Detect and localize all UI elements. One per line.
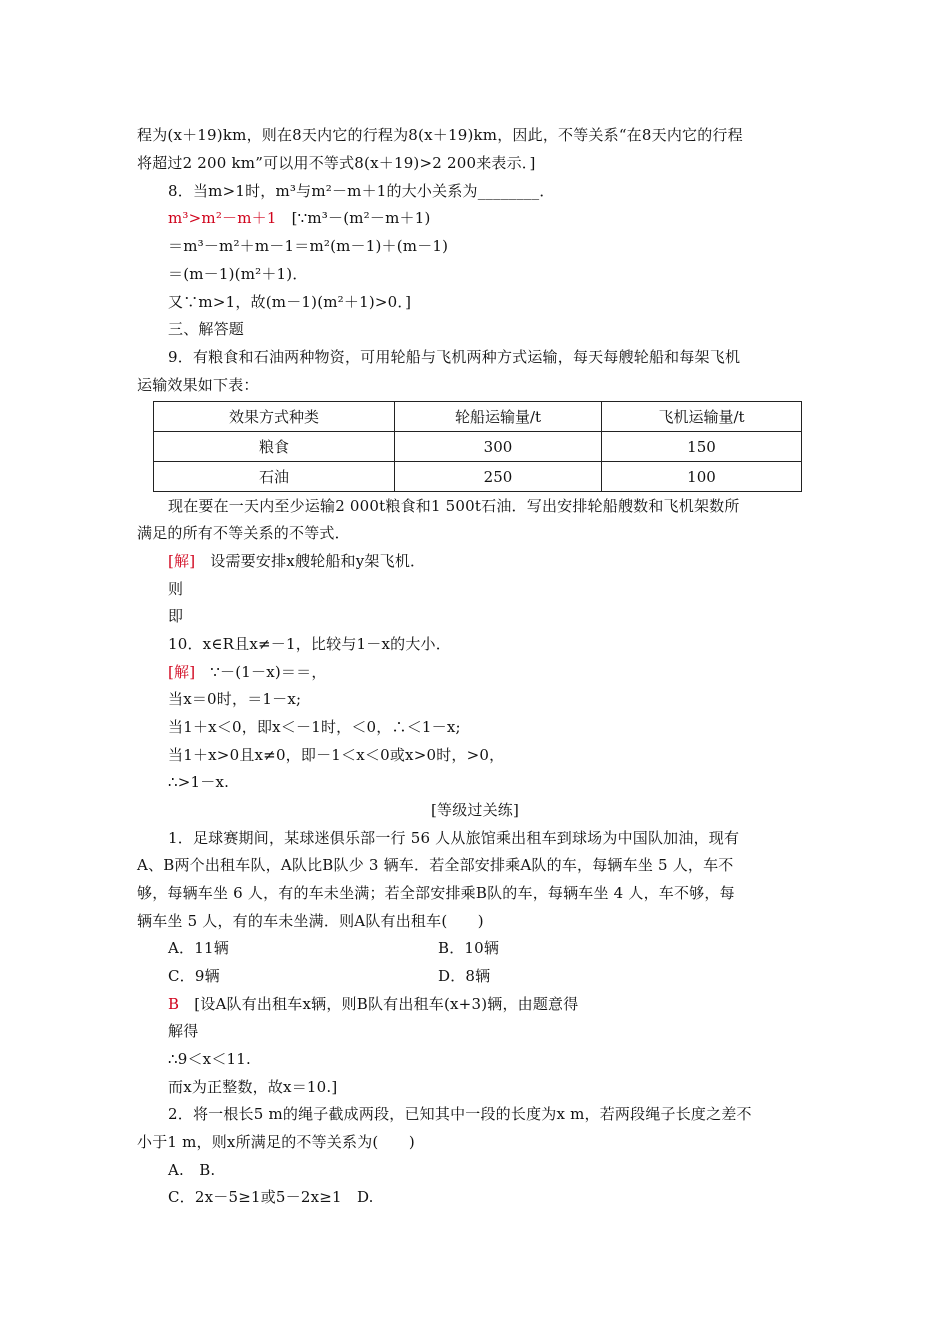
text-line: ＝m³－m²＋m－1＝m²(m－1)＋(m－1): [168, 237, 449, 255]
answer-line: [168, 208, 431, 228]
text-line: 辆车坐 5 人，有的车未坐满．则A队有出租车( ): [137, 912, 484, 930]
solution-line: [168, 551, 425, 571]
table-header: 飞机运输量/t: [602, 402, 802, 432]
question-9: 9．有粮食和石油两种物资，可用轮船与飞机两种方式运输，每天每艘轮船和每架飞机: [168, 348, 741, 366]
table-header: 轮船运输量/t: [395, 402, 602, 432]
text-line: 够，每辆车坐 6 人，有的车未坐满；若全部安排乘B队的车，每辆车坐 4 人，车不够，每: [137, 884, 735, 902]
question-8: 8．当m>1时，m³与m²－m＋1的大小关系为________．: [168, 182, 555, 200]
text-line: ∴9＜x＜11.: [168, 1050, 252, 1068]
table-header: 效果方式种类: [154, 402, 395, 432]
question-1: 1．足球赛期间，某球迷俱乐部一行 56 人从旅馆乘出租车到球场为中国队加油，现有: [168, 829, 740, 847]
solution-tag: [解]: [168, 663, 196, 681]
solution-text: ∵－(1－x)＝＝，: [210, 663, 327, 681]
text-line: 当x＝0时，＝1－x;: [168, 690, 302, 708]
text-line: 当1＋x>0且x≠0，即－1＜x＜0或x>0时，>0，: [168, 746, 505, 764]
table-cell: 粮食: [154, 432, 395, 462]
solution-line: [168, 662, 327, 682]
text-line: 当1＋x＜0，即x＜－1时，＜0，∴＜1－x;: [168, 718, 461, 736]
text-line: 程为(x＋19)km，则在8天内它的行程为8(x＋19)km，因此，不等关系“在8天内它的行程: [137, 126, 743, 144]
choices-cd: C．2x－5≥1或5－2x≥1 D.: [168, 1188, 374, 1206]
answer-line: [168, 994, 578, 1014]
text-line: 而x为正整数，故x＝10.]: [168, 1078, 338, 1096]
solution-text: [设A队有出租车x辆，则B队有出租车(x+3)辆，由题意得: [194, 995, 579, 1013]
question-2: 2．将一根长5 m的绳子截成两段，已知其中一段的长度为x m，若两段绳子长度之差不: [168, 1105, 752, 1123]
choice-d: D．8辆: [438, 967, 491, 985]
table-row: [154, 432, 802, 462]
answer-key: m³>m²－m＋1: [168, 209, 277, 227]
table-cell: 300: [395, 432, 602, 462]
section-heading: [等级过关练]: [430, 801, 520, 819]
text-line: 小于1 m，则x所满足的不等关系为( ): [137, 1133, 415, 1151]
choice-a: A．11辆: [168, 939, 229, 957]
table-cell: 250: [395, 462, 602, 492]
text-line: 则: [168, 580, 184, 598]
choice-b: B．10辆: [438, 939, 500, 957]
table-cell: 100: [602, 462, 802, 492]
text-line: 即: [168, 607, 184, 625]
table-cell: 150: [602, 432, 802, 462]
table-cell: 石油: [154, 462, 395, 492]
table-row: [154, 462, 802, 492]
text-line: A、B两个出租车队，A队比B队少 3 辆车．若全部安排乘A队的车，每辆车坐 5 人，车不: [137, 856, 734, 874]
text-line: 将超过2 200 km”可以用不等式8(x＋19)>2 200来表示．]: [137, 154, 536, 172]
table-header-row: [154, 402, 802, 432]
choices-ab: A. B.: [168, 1161, 216, 1179]
text-line: ∴>1－x.: [168, 773, 230, 791]
answer-key: B: [168, 995, 180, 1013]
solution-text: 设需要安排x艘轮船和y架飞机．: [210, 552, 426, 570]
text-line: 现在要在一天内至少运输2 000t粮食和1 500t石油．写出安排轮船艘数和飞机架数所: [168, 497, 740, 515]
text-line: 运输效果如下表：: [137, 376, 259, 394]
text-line: 解得: [168, 1022, 199, 1040]
solution-text: [∵m³－(m²－m＋1): [291, 209, 431, 227]
transport-table: [153, 401, 802, 492]
text-line: 满足的所有不等关系的不等式．: [137, 524, 350, 542]
choice-c: C．9辆: [168, 967, 220, 985]
text-line: ＝(m－1)(m²＋1)．: [168, 265, 308, 283]
question-10: 10．x∈R且x≠－1，比较与1－x的大小．: [168, 635, 451, 653]
section-heading: 三、解答题: [168, 320, 245, 338]
solution-tag: [解]: [168, 552, 196, 570]
text-line: 又∵m>1，故(m－1)(m²＋1)>0．]: [168, 293, 412, 311]
